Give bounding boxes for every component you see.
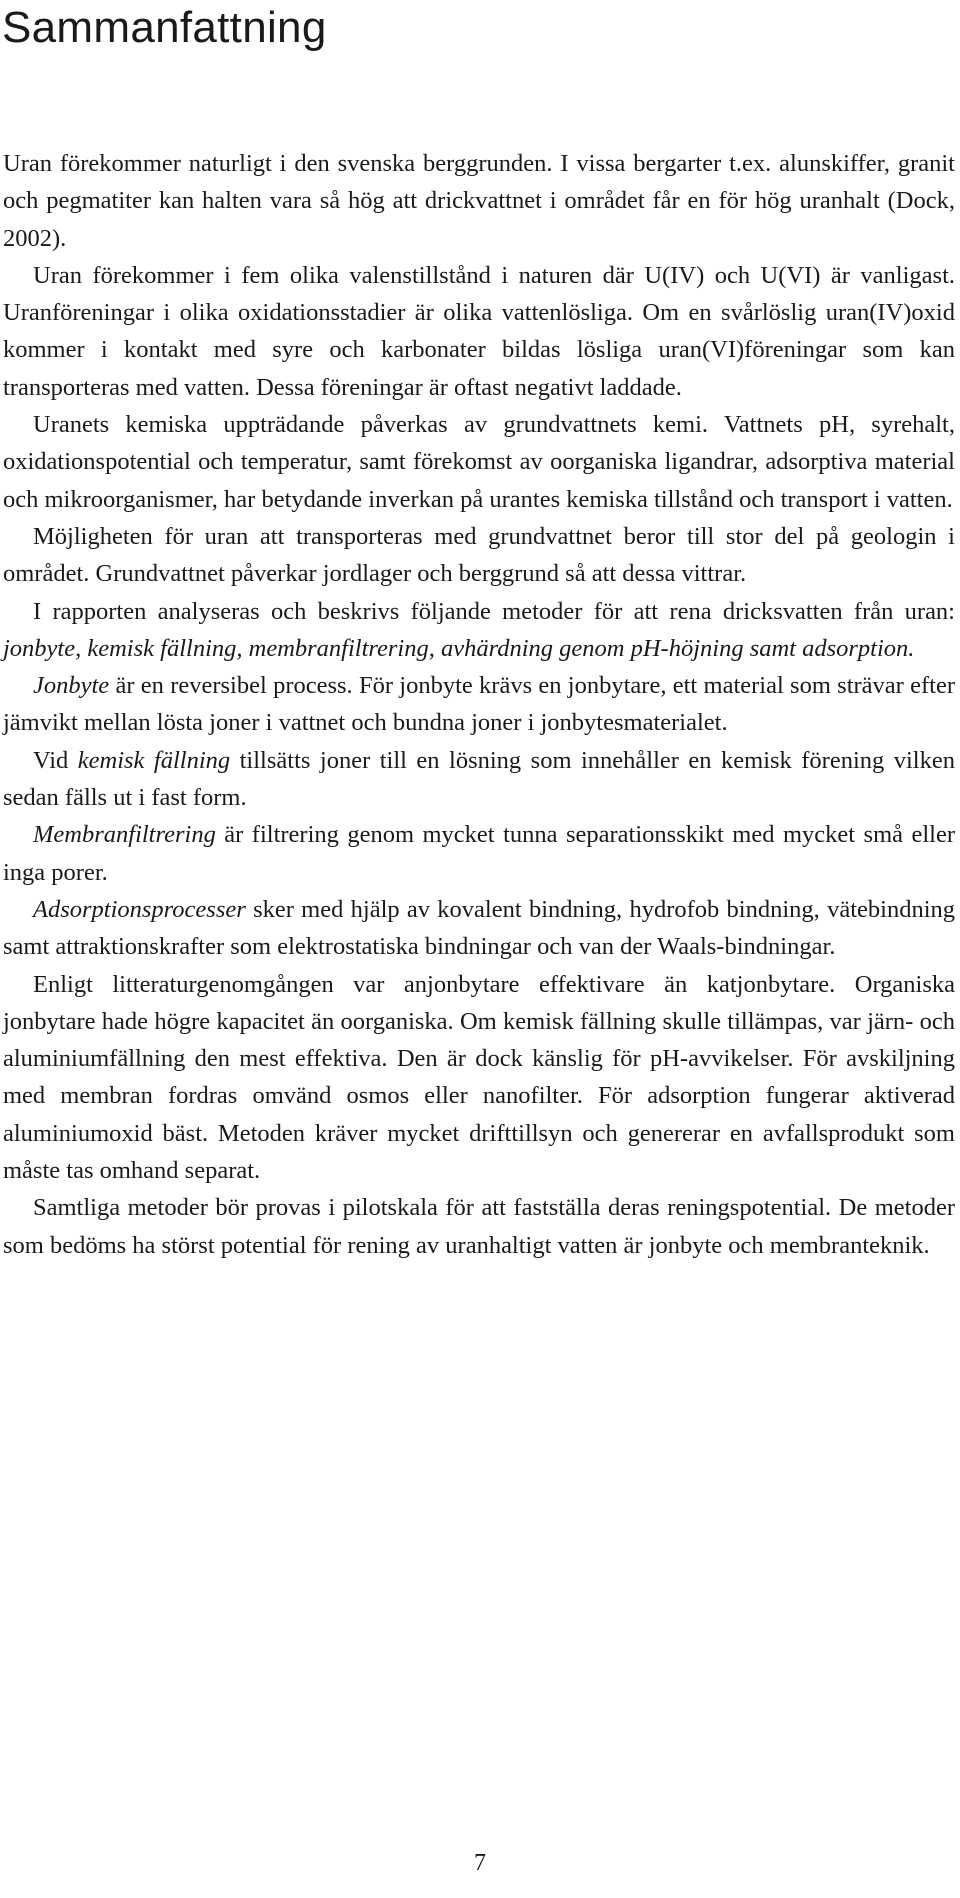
paragraph-ion-exchange (3, 667, 955, 742)
paragraph-valence-states: Uran förekommer i fem olika valenstillstånd i naturen där U(IV) och U(VI) är vanligast. Uranföreningar i olika oxidationsstadier är olika vattenlösliga. Om en svårlöslig uran(IV)oxid kommer i kontakt med syre och karbonater bildas lösliga uran(VI)föreningar som kan transporteras med vatten. Dessa föreningar är oftast negativt laddade. (3, 261, 955, 401)
paragraph-uranium-occurrence: Uran förekommer naturligt i den svenska berggrunden. I vissa bergarter t.ex. alunskiffer, granit och pegmatiter kan halten vara så hög att drickvattnet i området får en för hög uranhalt (Dock, 2002). (3, 150, 955, 252)
precipitation-text: tillsätts joner till en lösning som innehåller en kemisk förening vilken sedan fälls ut i fast form. (3, 746, 955, 812)
page-title: Sammanfattning (2, 3, 327, 52)
page-number: 7 (474, 1850, 486, 1876)
paragraph-geology: Möjligheten för uran att transporteras med grundvattnet beror till stor del på geologin i området. Grundvattnet påverkar jordlager och berggrund så att dessa vittrar. (3, 522, 955, 588)
methods-lead-text: I rapporten analyseras och beskrivs följande metoder för att rena dricksvatten från uran: (33, 597, 955, 625)
term-chemical-precipitation: kemisk fällning (77, 746, 231, 774)
paragraph-literature-findings: Enligt litteraturgenomgången var anjonbytare effektivare än katjonbytare. Organiska jonbytare hade högre kapacitet än oorganiska. Om kemisk fällning skulle tillämpas, var järn- och aluminiumfällning den mest effektiva. Den är dock känslig för pH-avvikelser. För avskiljning med membran fordras omvänd osmos eller nanofilter. För adsorption fungerar aktiverad aluminiumoxid bäst. Metoden kräver mycket drifttillsyn och genererar en avfallsprodukt som måste tas omhand separat. (3, 970, 955, 1185)
term-ion-exchange: Jonbyte (33, 672, 110, 700)
membrane-filtration-text: är filtrering genom mycket tunna separationsskikt med mycket små eller inga porer. (3, 821, 955, 886)
paragraph-groundwater-chemistry: Uranets kemiska uppträdande påverkas av grundvattnets kemi. Vattnets pH, syrehalt, oxidationspotential och temperatur, samt förekomst av oorganiska ligandrar, adsorptiva material och mikroorganismer, har betydande inverkan på urantes kemiska tillstånd och transport i vatten. (3, 411, 955, 513)
summary-body (3, 145, 955, 1264)
precipitation-lead-text: Vid (33, 746, 78, 774)
adsorption-text: sker med hjälp av kovalent bindning, hydrofob bindning, vätebindning samt attraktionskrafter som elektrostatiska bindningar och van der Waals-bindningar. (3, 895, 955, 961)
term-adsorption: Adsorptionsprocesser (33, 895, 246, 923)
paragraph-methods-overview (3, 593, 955, 668)
term-membrane-filtration: Membranfiltrering (33, 821, 216, 849)
paragraph-membrane-filtration (3, 816, 955, 891)
paragraph-adsorption (3, 891, 955, 966)
ion-exchange-text: är en reversibel process. För jonbyte krävs en jonbytare, ett material som strävar efter jämvikt mellan lösta joner i vattnet och bundna joner i jonbytesmaterialet. (3, 672, 955, 737)
paragraph-chemical-precipitation (3, 742, 955, 817)
methods-list: jonbyte, kemisk fällning, membranfiltrering, avhärdning genom pH-höjning samt adsorption. (3, 634, 915, 662)
paragraph-pilot-testing: Samtliga metoder bör provas i pilotskala för att fastställa deras reningspotential. De metoder som bedöms ha störst potential för rening av uranhaltigt vatten är jonbyte och membranteknik. (3, 1194, 955, 1259)
